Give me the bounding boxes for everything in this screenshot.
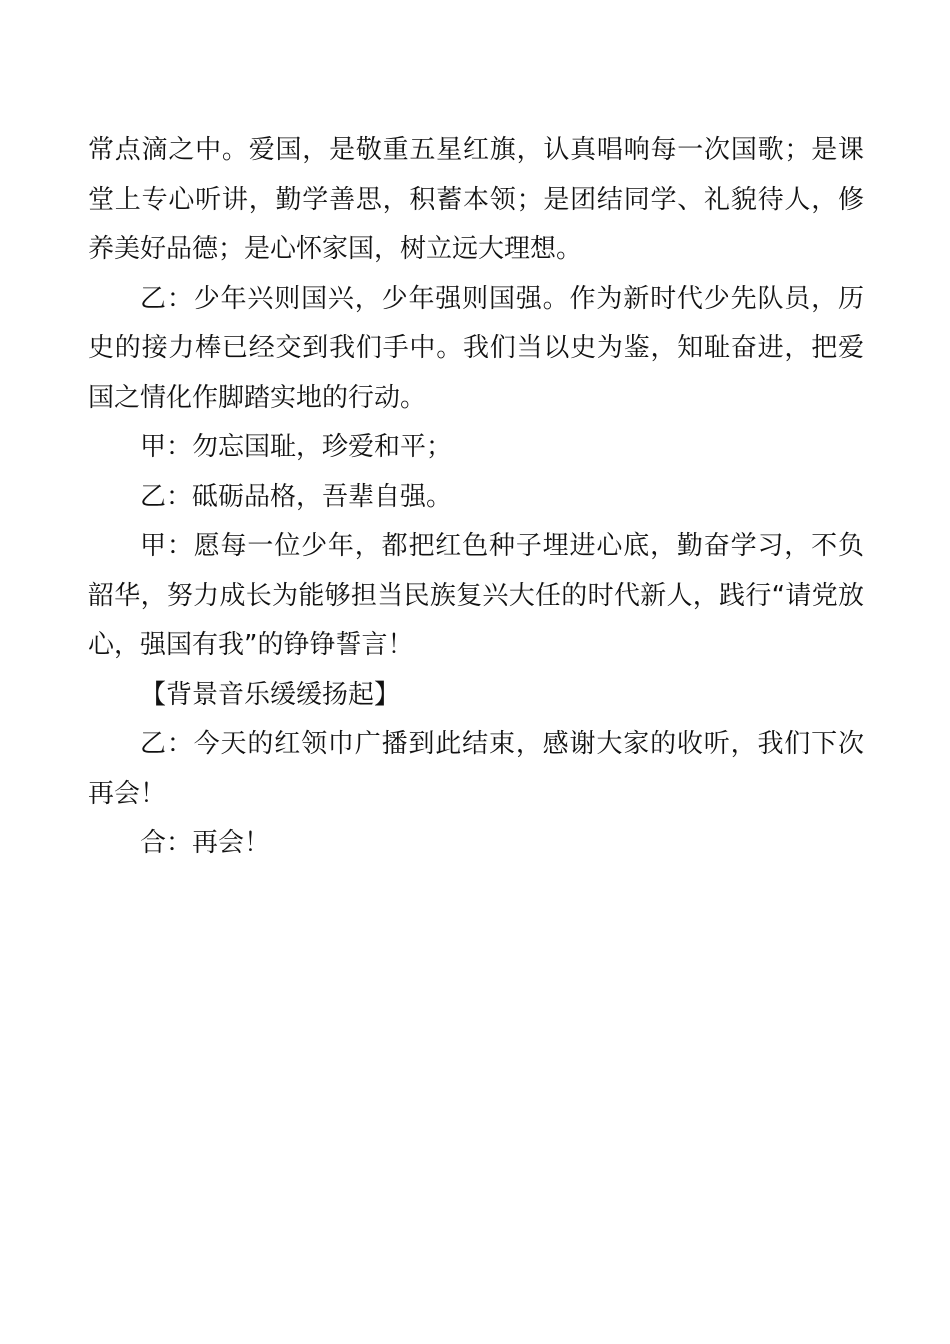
paragraph-together-farewell: 合：再会！ (140, 828, 271, 858)
paragraph-stage-direction: 【背景音乐缓缓扬起】 (140, 679, 401, 710)
paragraph-yi-closing: 乙：今天的红领巾广播到此结束，感谢大家的收听，我们下次再会！ (88, 729, 864, 809)
paragraph-yi-speech: 乙：少年兴则国兴，少年强则国强。作为新时代少先队员，历史的接力棒已经交到我们手中。我们当以史为鉴，知耻奋进，把爱国之情化作脚踏实地的行动。 (88, 283, 864, 413)
paragraph-jia-wish: 甲：愿每一位少年，都把红色种子埋进心底，勤奋学习，不负韶华，努力成长为能够担当民族复兴大任的时代新人，践行“请党放心，强国有我”的铮铮誓言！ (88, 531, 864, 660)
document-page (88, 126, 864, 869)
paragraph-yi-line: 乙：砥砺品格，吾辈自强。 (140, 481, 453, 512)
paragraph-jia-line: 甲：勿忘国耻，珍爱和平； (140, 432, 453, 462)
paragraph-continuation: 常点滴之中。爱国，是敬重五星红旗，认真唱响每一次国歌；是课堂上专心听讲，勤学善思，积蓄本领；是团结同学、礼貌待人，修养美好品德；是心怀家国，树立远大理想。 (88, 135, 864, 264)
